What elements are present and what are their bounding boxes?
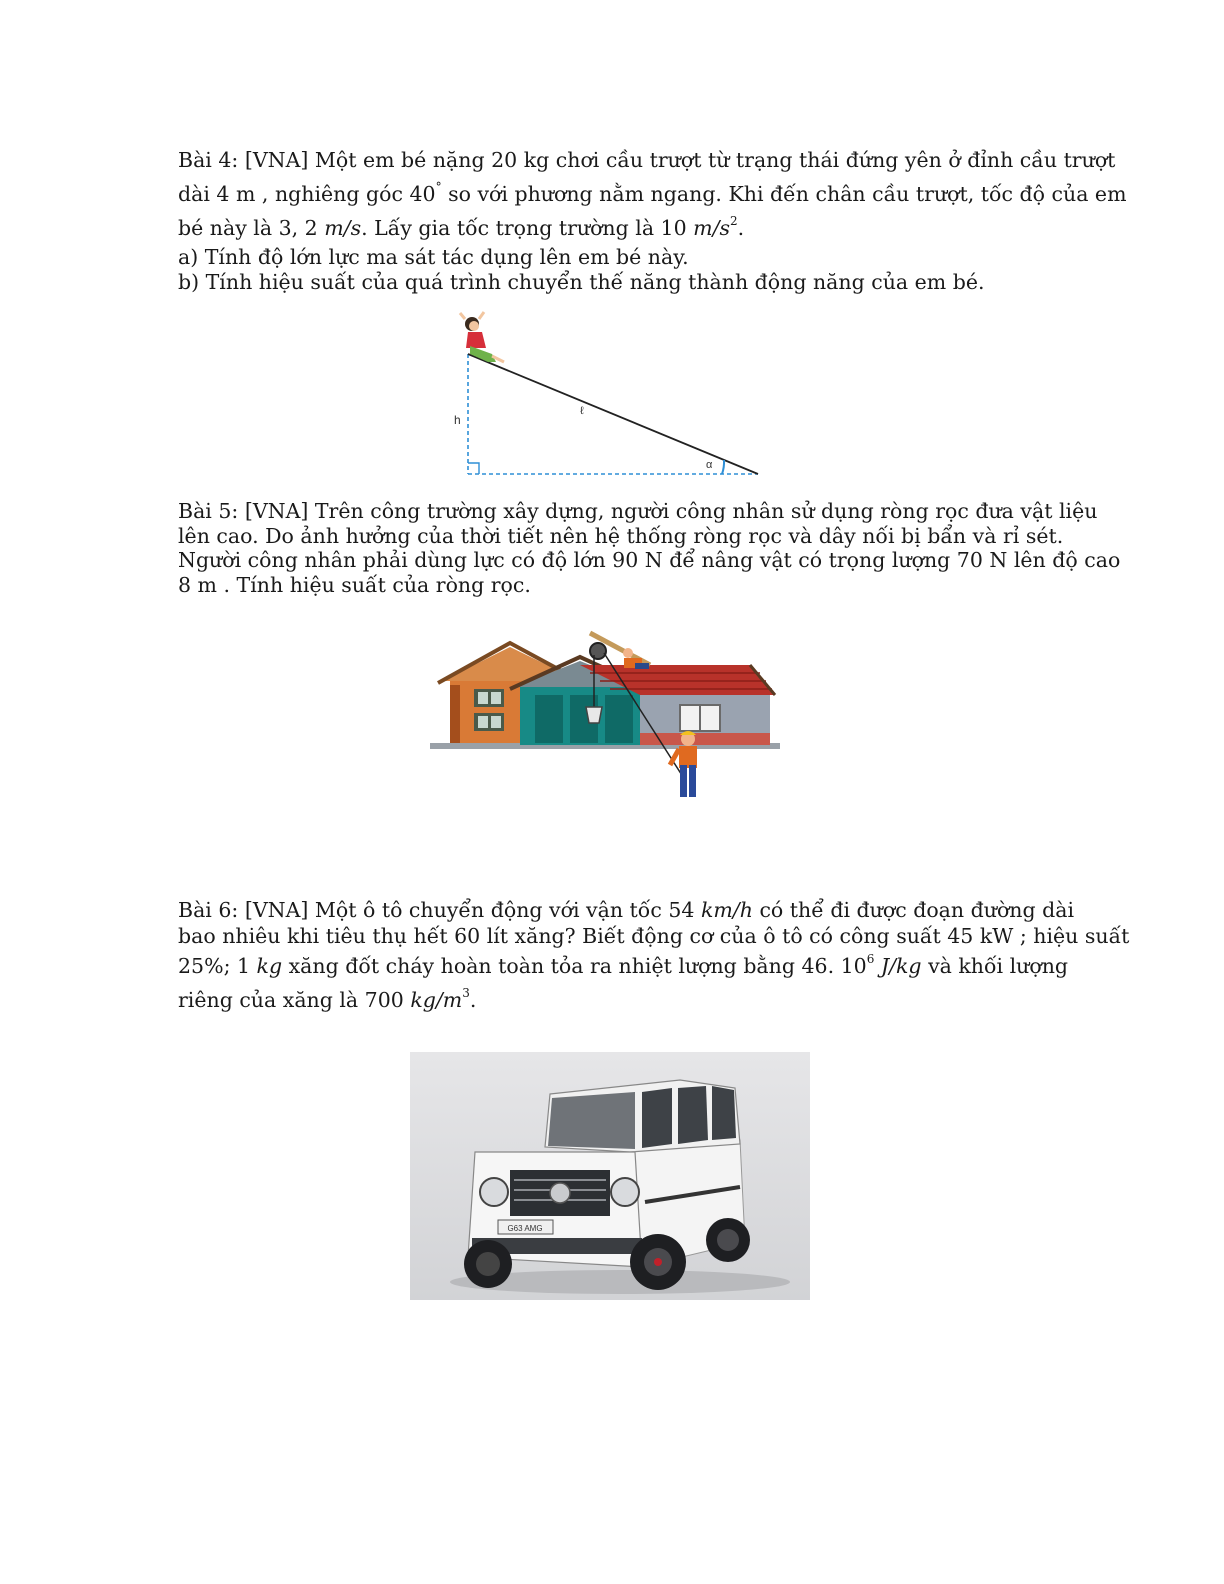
label-l: ℓ xyxy=(580,405,584,417)
problem-6-line-3: 25%; 1 kg xăng đốt cháy hoàn toàn tỏa ra nhiệt lượng bằng 46. $10^6$ J/kg và khối lượng xyxy=(178,951,1069,978)
problem-5-line-3: Người công nhân phải dùng lực có độ lớn 90 N để nâng vật có trọng lượng 70 N lên độ cao xyxy=(178,548,1121,572)
label-h: h xyxy=(454,413,461,427)
problem-6-line-2: bao nhiêu khi tiêu thụ hết 60 lít xăng? Biết động cơ của ô tô có công suất 45 kW ; hiệu suất xyxy=(178,923,1130,948)
slope-line xyxy=(468,354,758,474)
child-figure xyxy=(460,312,504,362)
angle-arc xyxy=(722,460,724,474)
right-angle-mark xyxy=(468,463,479,474)
problem-6-text xyxy=(178,898,1130,1017)
problem-4-line-1: Bài 4: [VNA] Một em bé nặng 20 kg chơi cầu trượt từ trạng thái đứng yên ở đỉnh cầu trượt xyxy=(178,148,1116,172)
problem-4-line-2: dài 4 m , nghiêng góc 40° so với phương nằm ngang. Khi đến chân cầu trượt, tốc độ của em xyxy=(178,180,1127,206)
problem-5-line-2: lên cao. Do ảnh hưởng của thời tiết nên hệ thống ròng rọc và dây nối bị bẩn và rỉ sét. xyxy=(178,523,1064,548)
label-alpha: α xyxy=(706,459,713,471)
slide-diagram xyxy=(440,310,770,482)
problem-5-line-4: 8 m . Tính hiệu suất của ròng rọc. xyxy=(178,572,531,597)
worker-on-roof xyxy=(623,648,649,669)
problem-6-line-4: riêng của xăng là 700 $kg/m^3$. xyxy=(178,985,477,1012)
problem-5-text xyxy=(178,499,1121,597)
problem-4-text xyxy=(178,143,1127,294)
license-plate: G63 AMG xyxy=(507,1224,543,1233)
pulley-wheel xyxy=(590,643,606,659)
problem-4-part-a: a) Tính độ lớn lực ma sát tác dụng lên em bé này. xyxy=(178,245,689,269)
problem-4-part-b: b) Tính hiệu suất của quá trình chuyển thế năng thành động năng của em bé. xyxy=(178,269,985,294)
suv-car-photo xyxy=(410,1052,810,1300)
house-pulley-illustration xyxy=(430,625,785,810)
problem-6-line-1: Bài 6: [VNA] Một ô tô chuyển động với vận tốc 54 km/h có thể đi được đoạn đường dài xyxy=(178,898,1075,922)
problem-4-line-3: bé này là 3, 2 m/s. Lấy gia tốc trọng trường là 10 $m/s^2$. xyxy=(178,214,745,240)
problem-5-line-1: Bài 5: [VNA] Trên công trường xây dựng, người công nhân sử dụng ròng rọc đưa vật liệu xyxy=(178,499,1098,523)
